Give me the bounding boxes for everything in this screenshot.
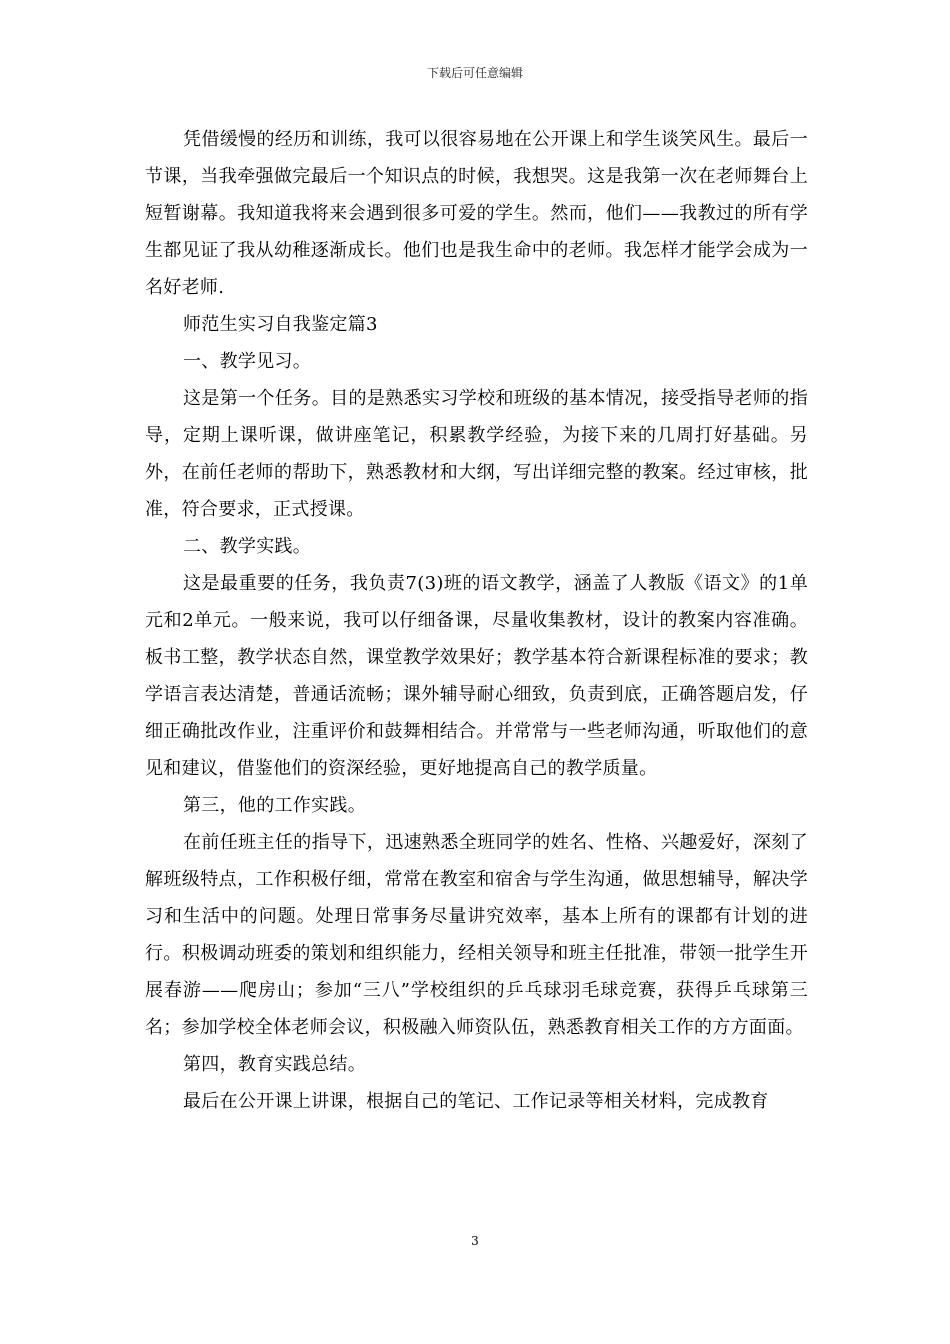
paragraph: 这是最重要的任务，我负责7(3)班的语文教学，涵盖了人教版《语文》的1单元和2单元。一般来说，我可以仔细备课，尽量收集教材，设计的教案内容准确。板书工整，教学状态自然，课堂教学效果好；教学基本符合新课程标准的要求；教学语言表达清楚，普通话流畅；课外辅导耐心细致，负责到底，正确答题启发，仔细正确批改作业，注重评价和鼓舞相结合。并常常与一些老师沟通，听取他们的意见和建议，借鉴他们的资深经验，更好地提高自己的教学质量。 <box>145 573 808 779</box>
subsection-heading: 第三，他的工作实践。 <box>183 795 366 816</box>
paragraph: 凭借缓慢的经历和训练，我可以很容易地在公开课上和学生谈笑风生。最后一节课，当我牵强做完最后一个知识点的时候，我想哭。这是我第一次在老师舞台上短暂谢幕。我知道我将来会遇到很多可爱的学生。然而，他们——我教过的所有学生都见证了我从幼稚逐渐成长。他们也是我生命中的老师。我怎样才能学会成为一名好老师. <box>145 129 808 298</box>
subsection-heading: 第四，教育实践总结。 <box>183 1054 366 1075</box>
paragraph: 在前任班主任的指导下，迅速熟悉全班同学的姓名、性格、兴趣爱好，深刻了解班级特点，工作积极仔细，常常在教室和宿舍与学生沟通，做思想辅导，解决学习和生活中的问题。处理日常事务尽量讲究效率，基本上所有的课都有计划的进行。积极调动班委的策划和组织能力，经相关领导和班主任批准，带领一批学生开展春游——爬房山；参加“三八”学校组织的乒乓球羽毛球竞赛，获得乒乓球第三名；参加学校全体老师会议，积极融入师资队伍，熟悉教育相关工作的方方面面。 <box>145 832 808 1038</box>
paragraph: 最后在公开课上讲课，根据自己的笔记、工作记录等相关材料，完成教育 <box>183 1091 769 1112</box>
page-header: 下载后可任意编辑 <box>426 66 523 80</box>
section-heading: 师范生实习自我鉴定篇3 <box>183 314 378 335</box>
subsection-heading: 二、教学实践。 <box>183 536 312 557</box>
page-number: 3 <box>471 1234 479 1248</box>
subsection-heading: 一、教学见习。 <box>183 351 312 372</box>
paragraph: 这是第一个任务。目的是熟悉实习学校和班级的基本情况，接受指导老师的指导，定期上课听课，做讲座笔记，积累教学经验，为接下来的几周打好基础。另外，在前任老师的帮助下，熟悉教材和大纲，写出详细完整的教案。经过审核，批准，符合要求，正式授课。 <box>145 388 808 520</box>
document-body <box>145 121 808 1120</box>
